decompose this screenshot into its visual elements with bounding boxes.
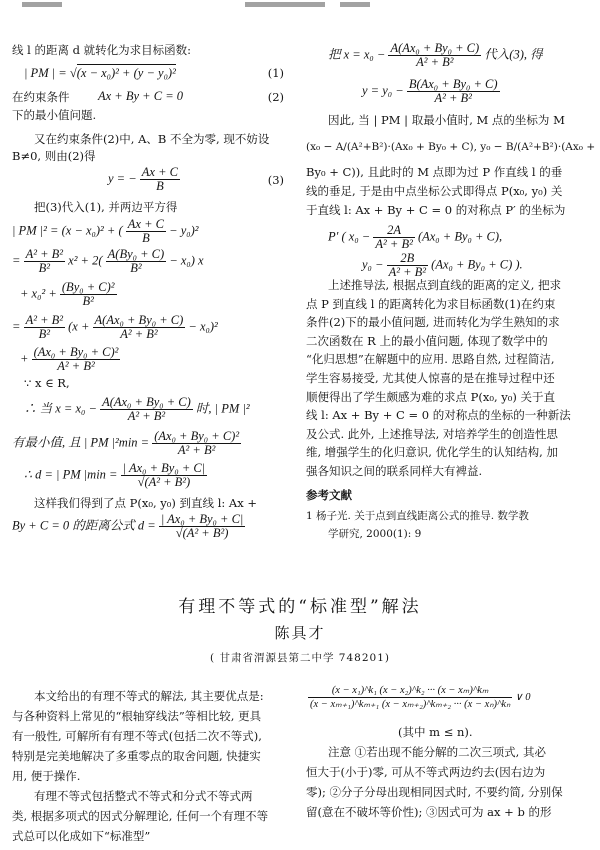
text-line: 于直线 l: Ax + By + C = 0 的对称点 P′ 的坐标为 — [306, 203, 566, 217]
text-line: 因此, 当 | PM | 取最小值时, M 点的坐标为 M — [328, 113, 565, 127]
text-line: 线 l 的距离 d 就转化为求目标函数: — [12, 43, 192, 57]
symmetric-point-y: y₀ − $\frac{2B}{\text{A² + B²}}$ (Ax₀ + By₀ + C) ). — [362, 251, 523, 279]
text-line: 有理不等式包括整式不等式和分式不等式两 — [34, 789, 253, 803]
text-line: 二次函数在 R 上的最小值问题, 体现了数学中的 — [306, 333, 548, 348]
text-line: 在约束条件 — [12, 90, 70, 104]
standard-form-note: (其中 m ≤ n). — [398, 725, 473, 739]
article-author: 陈具才 — [274, 624, 326, 642]
expansion-line: = $\frac{\text{A² + B²}}{\text{B²}}$ x² + 2( $\frac{\text{A(By₀ + C)}}{\text{B²}}$ − x₀) x — [12, 247, 204, 275]
reference-entry: 学研究, 2000(1): 9 — [328, 528, 422, 540]
text-line: 注意 ①若出现不能分解的二次三项式, 其必 — [328, 745, 546, 759]
expansion-line: 有最小值, 且 | PM |²min = $\frac{\text{(Ax₀ + By₀ + C)²}}{\text{A² + B²}}$ — [12, 429, 240, 457]
text-line: B≠0, 则由(2)得 — [12, 149, 96, 163]
article-affiliation: ( 甘肃省渭源县第二中学 748201) — [210, 652, 390, 664]
text-line: 用, 便于操作. — [12, 769, 81, 783]
text-line: 学生容易接受, 尤其使人惊喜的是在推导过程中还 — [306, 371, 555, 385]
distance-formula: By + C = 0 的距离公式 d = $\frac{\text{| Ax₀ + By₀ + C|}}{\text{√(A² + B²)}}$ — [12, 512, 244, 540]
text-line: 式总可以化成如下“标准型” — [12, 829, 151, 843]
symmetric-point-x: P′ ( x₀ − $\frac{2A}{\text{A² + B²}}$ (Ax₀ + By₀ + C), — [328, 223, 503, 251]
equation-number: (3) — [267, 173, 284, 187]
expansion-line: + x₀² + $\frac{\text{(By₀ + C)²}}{\text{B²}}$ — [20, 280, 115, 308]
equation-number: (2) — [267, 90, 284, 104]
right-column — [306, 0, 596, 540]
text-line: 顺便得出了学生颇感为难的求点 P(x₀, y₀) 关于直 — [306, 389, 556, 404]
text-line: 又在约束条件(2)中, A、B 不全为零, 现不妨设 — [34, 132, 270, 146]
left-column — [12, 0, 284, 540]
text-line: 下的最小值问题. — [12, 108, 97, 122]
reference-entry: 1 杨子光. 关于点到直线距离公式的推导. 数学教 — [306, 510, 529, 522]
standard-form: $\frac{\text{(x − x₁)\textasciicircum{}k₁ (x − x₂)\textasciicircum{}k₂ ··· (x − xₘ)\textasciicircum{}kₘ}}{\text{(x − xₘ₊₁)\textasciicircum{}kₘ₊₁ (x − xₘ₊₂)\textasciicircum{}kₘ₊₂ ··· (x − xₙ)\textasciicircum{}kₙ}}$ ∨ 0 — [310, 685, 531, 710]
expansion-line: = $\frac{\text{A² + B²}}{\text{B²}}$ (x + $\frac{\text{A(Ax₀ + By₀ + C)}}{\text{A² + B²}}$ − x₀)² — [12, 313, 218, 341]
text-line: 与各种资料上常见的“根轴穿线法”等相比较, 更具 — [12, 709, 262, 723]
text-line: 恒大于(小于)零, 可从不等式两边约去(因右边为 — [306, 765, 546, 779]
text-line: 这样我们得到了点 P(x₀, y₀) 到直线 l: Ax + — [34, 496, 257, 510]
equation-line: 把 x = x₀ − $\frac{\text{A(Ax₀ + By₀ + C)}}{\text{A² + B²}}$ 代入(3), 得 — [328, 41, 543, 69]
equation-3: y = − $\frac{Ax + C}{B}$ — [108, 165, 179, 193]
text-line: 点 P 到直线 l 的距离转化为求目标函数(1)在约束 — [306, 296, 556, 311]
expansion-line: ∴ 当 x = x₀ − $\frac{\text{A(Ax₀ + By₀ + C)}}{\text{A² + B²}}$ 时, | PM |² — [24, 395, 250, 423]
text-line: 及公式. 此外, 上述推导法, 对培养学生的创造性思 — [306, 426, 558, 441]
text-line: 强各知识之间的联系同样大有裨益. — [306, 464, 483, 478]
expansion-line: ∴ d = | PM |min = $\frac{\text{| Ax₀ + By₀ + C|}}{\text{√(A² + B²)}}$ — [24, 461, 206, 489]
text-line: 条件(2)下的最小值问题, 进而转化为学生熟知的求 — [306, 315, 560, 330]
text-line: (x₀ − A/(A²+B²)·(Ax₀ + By₀ + C), y₀ − B/(A²+B²)·(Ax₀ + — [306, 141, 596, 153]
references-heading: 参考文献 — [306, 488, 352, 502]
text-line: “化归思想”在解题中的应用. 思路自然, 过程简洁, — [306, 352, 555, 367]
text-line: 特别是完美地解决了多重零点的取舍问题, 快捷实 — [12, 749, 261, 763]
expansion-line: | PM |² = (x − x₀)² + ( $\frac{Ax + C}{B}$ − y₀)² — [12, 217, 199, 245]
text-line: 把(3)代入(1), 并两边平方得 — [34, 200, 178, 214]
text-line: 上述推导法, 根据点到直线的距离的定义, 把求 — [328, 278, 562, 292]
text-line: 有一般性, 可解所有有理不等式(包括二次不等式), — [12, 729, 262, 743]
text-line: By₀ + C)), 且此时的 M 点即为过 P 作直线 l 的垂 — [306, 165, 563, 179]
text-line: 零); ②分子分母出现相同因式时, 不要约简, 分别保 — [306, 785, 563, 799]
article2-left-column — [12, 680, 284, 850]
text-line: 本文给出的有理不等式的解法, 其主要优点是: — [34, 689, 264, 703]
text-line: 线 l: Ax + By + C = 0 的对称点的坐标的一种新法 — [306, 408, 571, 423]
text-line: 留(意在不破坏等价性); ③因式可为 ax + b 的形 — [306, 805, 552, 819]
text-line: ∵ x ∈ R, — [24, 376, 70, 390]
expansion-line: + $\frac{\text{(Ax₀ + By₀ + C)²}}{\text{A² + B²}}$ — [20, 345, 119, 373]
text-line: 线的垂足, 于是由中点坐标公式即得点 P(x₀, y₀) 关 — [306, 184, 563, 198]
equation-1: | PM | = √(x − x₀)² + (y − y₀)² — [24, 66, 176, 80]
article2-right-column — [306, 680, 588, 850]
equation-number: (1) — [267, 66, 284, 80]
article-title: 有理不等式的“标准型”解法 — [178, 597, 422, 617]
equation-line: y = y₀ − $\frac{\text{B(Ax₀ + By₀ + C)}}{\text{A² + B²}}$ — [362, 77, 498, 105]
equation-2: Ax + By + C = 0 — [98, 89, 184, 103]
text-line: 类, 根据多项式的因式分解理论, 任何一个有理不等 — [12, 809, 269, 823]
text-line: 维, 增强学生的化归意识, 优化学生的认知结构, 加 — [306, 445, 558, 460]
